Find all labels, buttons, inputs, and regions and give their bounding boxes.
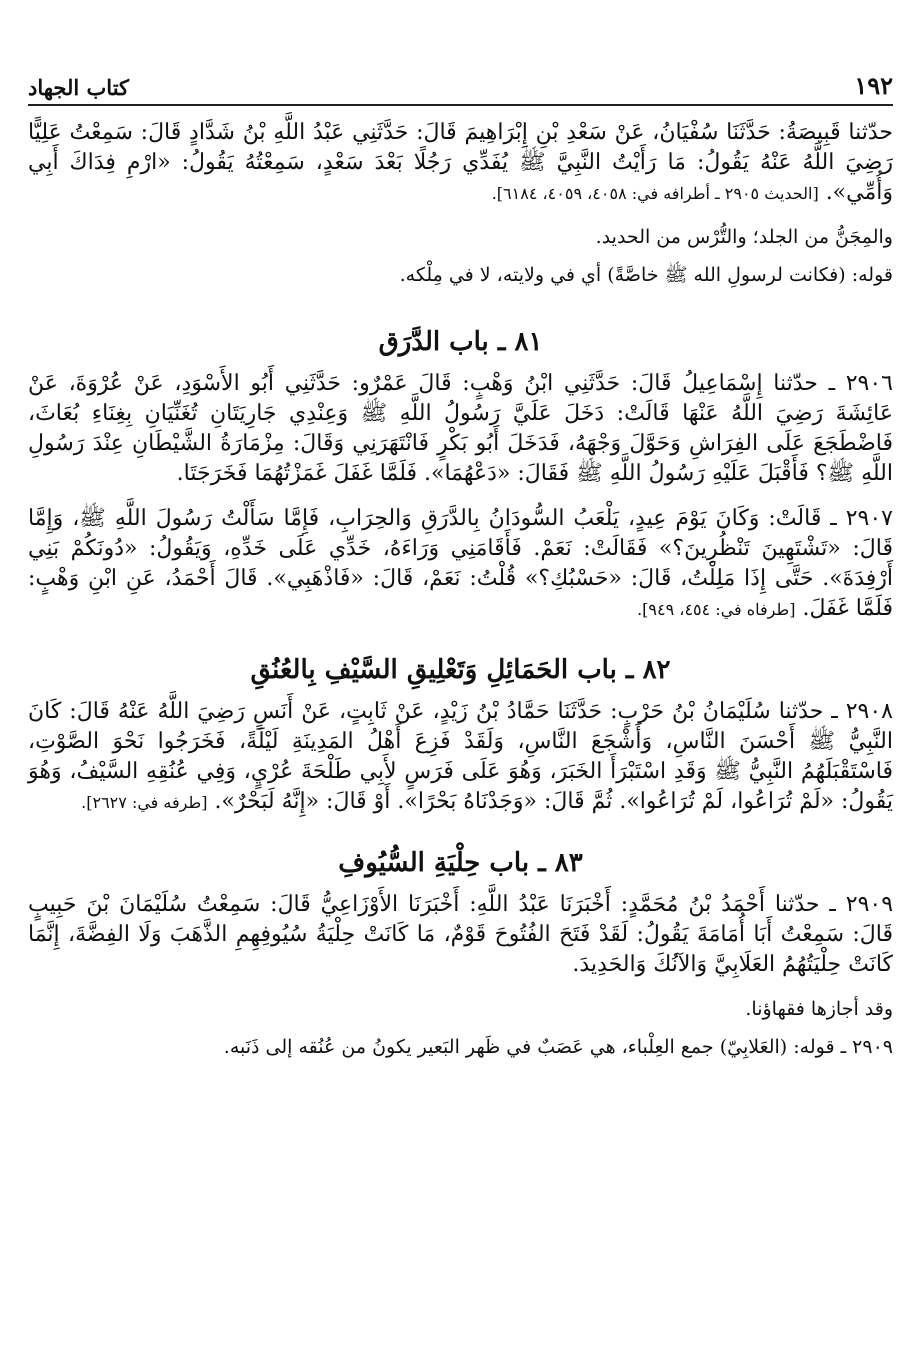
chapter-title-81: ٨١ ـ باب الدَّرَق bbox=[378, 327, 543, 357]
hadith-text: حدّثنا قَبِيصَةُ: حَدَّثَنَا سُفْيَانُ، عَنْ سَعْدِ بْنِ إِبْرَاهِيمَ قَالَ: حَدَّثَنِي عَبْدُ اللَّهِ بْنُ شَدَّادٍ قَالَ: سَمِعْتُ عَلِيًّا رَضِيَ اللَّهُ عَنْهُ يَقُولُ: مَا رَأَيْتُ النَّبِيَّ ﷺ يُفَدِّي رَجُلًا بَعْدَ سَعْدٍ، سَمِعْتُهُ يَقُولُ: «ارْمِ فِدَاكَ أَبِي وَأُمِّي». bbox=[28, 120, 893, 205]
chapter-title-82: ٨٢ ـ باب الحَمَائِلِ وَتَعْلِيقِ السَّيْفِ بِالعُنُقِ bbox=[250, 655, 671, 685]
hadith-reference: [طرفاه في: ٤٥٤، ٩٤٩]. bbox=[637, 600, 796, 619]
hadith-2909 bbox=[28, 890, 893, 981]
page-number: ١٩٢ bbox=[854, 71, 893, 100]
hadith-text: ٢٩٠٩ ـ حدّثنا أَحْمَدُ بْنُ مُحَمَّدٍ: أَخْبَرَنَا عَبْدُ اللَّهِ: أَخْبَرَنَا الأَوْزَاعِيُّ قَالَ: سَمِعْتُ سُلَيْمَانَ بْنَ حَبِيبٍ قَالَ: سَمِعْتُ أَبَا أُمَامَةَ يَقُولُ: لَقَدْ فَتَحَ الفُتُوحَ قَوْمٌ، مَا كَانَتْ حِلْيَةُ سُيُوفِهِمِ الذَّهَبَ وَلَا الفِضَّةَ، إِنَّمَا كَانَتْ حِلْيَتُهُمُ العَلَابِيَّ وَالآنُكَ وَالحَدِيدَ. bbox=[28, 892, 894, 977]
book-title: كتاب الجهاد bbox=[28, 75, 130, 100]
header-rule bbox=[28, 104, 893, 106]
page-body bbox=[28, 118, 893, 1071]
commentary-note: ٢٩٠٩ ـ قوله: (العَلابِيّ) جمع العِلْباء، هي عَصَبٌ في ظَهر البَعير يكونُ من عُنُقه إلى ذَنَبه. bbox=[223, 1036, 893, 1058]
hadith-2905 bbox=[28, 118, 893, 209]
hadith-text: ٢٩٠٧ ـ قَالَتْ: وَكَانَ يَوْمَ عِيدٍ، يَلْعَبُ السُّودَانُ بِالدَّرَقِ وَالحِرَابِ، فَإِمَّا سَأَلْتُ رَسُولَ اللَّهِ ﷺ، وَإِمَّا قَالَ: «تَشْتَهِينَ تَنْظُرِينَ؟» فَقَالَتْ: نَعَمْ. فَأَقَامَنِي وَرَاءَهُ، خَدِّي عَلَى خَدِّهِ، وَيَقُولُ: «دُونَكُمْ بَنِي أَرْفِدَةَ». حَتَّى إِذَا مَلِلْتُ، قَالَ: «حَسْبُكِ؟» قُلْتُ: نَعَمْ، قَالَ: «فَاذْهَبِي». قَالَ أَحْمَدُ، عَنِ ابْنِ وَهْبٍ: فَلَمَّا غَفَلَ. bbox=[28, 506, 893, 621]
hadith-reference: [طرفه في: ٢٦٢٧]. bbox=[81, 793, 208, 812]
hadith-2908 bbox=[28, 697, 893, 818]
hadith-2907 bbox=[28, 504, 893, 625]
commentary-note: وقد أجازها فقهاؤنا. bbox=[745, 998, 893, 1020]
commentary-note: والمِجَنُّ من الجلد؛ والتُّرْس من الحديد. bbox=[595, 226, 893, 248]
chapter-title-83: ٨٣ ـ باب حِلْيَةِ السُّيُوفِ bbox=[338, 848, 583, 878]
hadith-2906 bbox=[28, 369, 893, 490]
hadith-reference: [الحديث ٢٩٠٥ ـ أطرافه في: ٤٠٥٨، ٤٠٥٩، ٦١٨٤]. bbox=[491, 184, 819, 203]
page-header bbox=[28, 60, 893, 100]
hadith-text: ٢٩٠٨ ـ حدّثنا سُلَيْمَانُ بْنُ حَرْبٍ: حَدَّثَنَا حَمَّادُ بْنُ زَيْدٍ، عَنْ ثَابِتٍ، عَنْ أَنَسٍ رَضِيَ اللَّهُ عَنْهُ قَالَ: كَانَ النَّبِيُّ ﷺ أَحْسَنَ النَّاسِ، وَأَشْجَعَ النَّاسِ، وَلَقَدْ فَزِعَ أَهْلُ المَدِينَةِ لَيْلَةً، فَخَرَجُوا نَحْوَ الصَّوْتِ، فَاسْتَقْبَلَهُمُ النَّبِيُّ ﷺ وَقَدِ اسْتَبْرَأَ الخَبَرَ، وَهُوَ عَلَى فَرَسٍ لأَبِي طَلْحَةَ عُرْيٍ، وَفِي عُنُقِهِ السَّيْفُ، وَهُوَ يَقُولُ: «لَمْ تُرَاعُوا، لَمْ تُرَاعُوا». ثُمَّ قَالَ: «وَجَدْنَاهُ بَحْرًا». أَوْ قَالَ: «إِنَّهُ لَبَحْرٌ». bbox=[28, 699, 893, 814]
commentary-note: قوله: (فكانت لرسولِ الله ﷺ خاصَّةً) أي في ولايته، لا في مِلْكه. bbox=[399, 264, 893, 286]
hadith-text: ٢٩٠٦ ـ حدّثنا إِسْمَاعِيلُ قَالَ: حَدَّثَنِي ابْنُ وَهْبٍ: قَالَ عَمْرٌو: حَدَّثَنِي أَبُو الأَسْوَدِ، عَنْ عُرْوَةَ، عَنْ عَائِشَةَ رَضِيَ اللَّهُ عَنْهَا قَالَتْ: دَخَلَ عَلَيَّ رَسُولُ اللَّهِ ﷺ وَعِنْدِي جَارِيَتَانِ تُغَنِّيَانِ بِغِنَاءِ بُعَاثَ، فَاضْطَجَعَ عَلَى الفِرَاشِ وَحَوَّلَ وَجْهَهُ، فَدَخَلَ أَبُو بَكْرٍ فَانْتَهَرَنِي وَقَالَ: مِزْمَارَةُ الشَّيْطَانِ عِنْدَ رَسُولِ اللَّهِ ﷺ؟ فَأَقْبَلَ عَلَيْهِ رَسُولُ اللَّهِ ﷺ فَقَالَ: «دَعْهُمَا». فَلَمَّا غَفَلَ غَمَزْتُهُمَا فَخَرَجَتَا. bbox=[28, 371, 893, 486]
